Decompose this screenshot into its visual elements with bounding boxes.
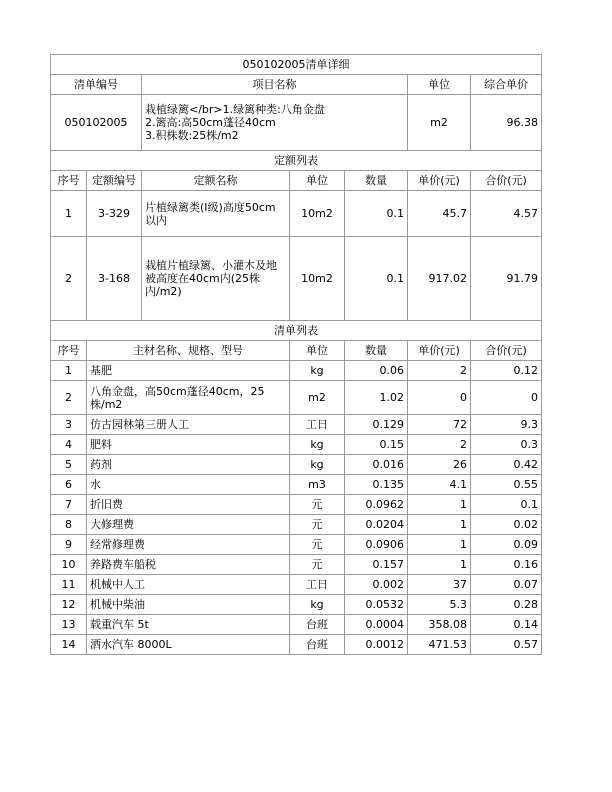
- material-price: 1: [408, 515, 471, 535]
- quota-price: 917.02: [408, 237, 471, 321]
- material-total: 9.3: [471, 415, 542, 435]
- material-header-price: 单价(元): [408, 341, 471, 361]
- material-price: 37: [408, 575, 471, 595]
- material-row: [51, 455, 542, 475]
- material-row: [51, 495, 542, 515]
- quota-row: [51, 237, 542, 321]
- material-name: 洒水汽车 8000L: [87, 635, 290, 655]
- item-name-line: 3.积株数:25株/m2: [145, 129, 239, 142]
- material-qty: 0.016: [345, 455, 408, 475]
- material-row: [51, 615, 542, 635]
- quota-header-no: 序号: [51, 171, 87, 191]
- quota-section-title: 定额列表: [51, 151, 542, 171]
- material-total: 0.57: [471, 635, 542, 655]
- item-code: 050102005: [51, 95, 142, 151]
- material-name: 经常修理费: [87, 535, 290, 555]
- quota-name: 片植绿篱类(Ⅰ级)高度50cm以内: [142, 191, 290, 237]
- material-unit: m2: [290, 381, 345, 415]
- material-section-title: 清单列表: [51, 321, 542, 341]
- header-unit: 单位: [408, 75, 471, 95]
- header-unit-price: 综合单价: [471, 75, 542, 95]
- header-code: 清单编号: [51, 75, 142, 95]
- material-name: 药剂: [87, 455, 290, 475]
- material-no: 7: [51, 495, 87, 515]
- material-name: 载重汽车 5t: [87, 615, 290, 635]
- material-total: 0.3: [471, 435, 542, 455]
- quota-code: 3-168: [87, 237, 142, 321]
- material-name: 机械中柴油: [87, 595, 290, 615]
- quota-row: [51, 191, 542, 237]
- quota-price: 45.7: [408, 191, 471, 237]
- material-price: 2: [408, 435, 471, 455]
- material-unit: 元: [290, 495, 345, 515]
- material-qty: 0.129: [345, 415, 408, 435]
- material-total: 0.09: [471, 535, 542, 555]
- quota-header-qty: 数量: [345, 171, 408, 191]
- material-price: 1: [408, 495, 471, 515]
- quota-qty: 0.1: [345, 237, 408, 321]
- material-row: [51, 535, 542, 555]
- material-no: 14: [51, 635, 87, 655]
- material-total: 0.42: [471, 455, 542, 475]
- material-total: 0.16: [471, 555, 542, 575]
- material-no: 6: [51, 475, 87, 495]
- material-qty: 0.0962: [345, 495, 408, 515]
- material-name: 仿古园林第三册人工: [87, 415, 290, 435]
- quota-header-name: 定额名称: [142, 171, 290, 191]
- material-name: 水: [87, 475, 290, 495]
- quota-total: 4.57: [471, 191, 542, 237]
- material-no: 3: [51, 415, 87, 435]
- material-qty: 0.135: [345, 475, 408, 495]
- material-unit: 台班: [290, 635, 345, 655]
- material-price: 5.3: [408, 595, 471, 615]
- material-unit: 工日: [290, 415, 345, 435]
- material-no: 12: [51, 595, 87, 615]
- material-name: 机械中人工: [87, 575, 290, 595]
- quota-code: 3-329: [87, 191, 142, 237]
- material-name: 八角金盘，高50cm蓬径40cm，25株/m2: [87, 381, 290, 415]
- material-unit: 元: [290, 555, 345, 575]
- item-unit-price: 96.38: [471, 95, 542, 151]
- material-no: 11: [51, 575, 87, 595]
- material-qty: 0.0532: [345, 595, 408, 615]
- material-unit: kg: [290, 435, 345, 455]
- material-row: [51, 381, 542, 415]
- material-unit: 元: [290, 535, 345, 555]
- material-no: 10: [51, 555, 87, 575]
- material-price: 72: [408, 415, 471, 435]
- material-total: 0.12: [471, 361, 542, 381]
- material-price: 1: [408, 555, 471, 575]
- material-header-unit: 单位: [290, 341, 345, 361]
- material-header-name: 主材名称、规格、型号: [87, 341, 290, 361]
- material-name: 养路费车船税: [87, 555, 290, 575]
- material-total: 0.14: [471, 615, 542, 635]
- material-total: 0.07: [471, 575, 542, 595]
- material-price: 26: [408, 455, 471, 475]
- material-row: [51, 515, 542, 535]
- material-total: 0.55: [471, 475, 542, 495]
- table-title: 050102005清单详细: [51, 55, 542, 75]
- material-qty: 0.0204: [345, 515, 408, 535]
- material-row: [51, 415, 542, 435]
- material-unit: kg: [290, 361, 345, 381]
- material-unit: 台班: [290, 615, 345, 635]
- material-qty: 0.002: [345, 575, 408, 595]
- material-row: [51, 361, 542, 381]
- material-no: 1: [51, 361, 87, 381]
- material-header-total: 合价(元): [471, 341, 542, 361]
- quota-no: 1: [51, 191, 87, 237]
- material-row: [51, 575, 542, 595]
- material-qty: 0.0012: [345, 635, 408, 655]
- material-qty: 0.0906: [345, 535, 408, 555]
- material-name: 肥料: [87, 435, 290, 455]
- material-unit: kg: [290, 595, 345, 615]
- material-price: 471.53: [408, 635, 471, 655]
- header-name: 项目名称: [142, 75, 408, 95]
- quota-header-unit: 单位: [290, 171, 345, 191]
- quota-total: 91.79: [471, 237, 542, 321]
- quota-name: 栽植片植绿篱、小灌木及地被高度在40cm内(25株内/m2): [142, 237, 290, 321]
- material-qty: 0.06: [345, 361, 408, 381]
- item-name-line: 栽植绿篱</br>1.绿篱种类:八角金盘: [145, 103, 325, 116]
- material-unit: m3: [290, 475, 345, 495]
- quota-unit: 10m2: [290, 237, 345, 321]
- material-unit: kg: [290, 455, 345, 475]
- material-row: [51, 555, 542, 575]
- material-total: 0.28: [471, 595, 542, 615]
- material-row: [51, 635, 542, 655]
- material-name: 基肥: [87, 361, 290, 381]
- material-qty: 0.157: [345, 555, 408, 575]
- material-price: 1: [408, 535, 471, 555]
- item-name: [142, 95, 408, 151]
- bill-detail-table: [50, 54, 542, 655]
- quota-no: 2: [51, 237, 87, 321]
- material-unit: 元: [290, 515, 345, 535]
- material-qty: 1.02: [345, 381, 408, 415]
- material-price: 358.08: [408, 615, 471, 635]
- material-price: 2: [408, 361, 471, 381]
- material-unit: 工日: [290, 575, 345, 595]
- quota-header-code: 定额编号: [87, 171, 142, 191]
- material-qty: 0.0004: [345, 615, 408, 635]
- material-no: 4: [51, 435, 87, 455]
- material-no: 8: [51, 515, 87, 535]
- material-row: [51, 595, 542, 615]
- quota-unit: 10m2: [290, 191, 345, 237]
- material-qty: 0.15: [345, 435, 408, 455]
- item-unit: m2: [408, 95, 471, 151]
- quota-qty: 0.1: [345, 191, 408, 237]
- material-price: 0: [408, 381, 471, 415]
- quota-header-total: 合价(元): [471, 171, 542, 191]
- material-total: 0: [471, 381, 542, 415]
- material-total: 0.1: [471, 495, 542, 515]
- material-no: 13: [51, 615, 87, 635]
- material-no: 2: [51, 381, 87, 415]
- material-row: [51, 475, 542, 495]
- material-price: 4.1: [408, 475, 471, 495]
- quota-header-price: 单价(元): [408, 171, 471, 191]
- material-header-qty: 数量: [345, 341, 408, 361]
- material-header-no: 序号: [51, 341, 87, 361]
- material-row: [51, 435, 542, 455]
- material-total: 0.02: [471, 515, 542, 535]
- material-no: 5: [51, 455, 87, 475]
- material-name: 大修理费: [87, 515, 290, 535]
- item-name-line: 2.篱高:高50cm蓬径40cm: [145, 116, 276, 129]
- material-name: 折旧费: [87, 495, 290, 515]
- material-no: 9: [51, 535, 87, 555]
